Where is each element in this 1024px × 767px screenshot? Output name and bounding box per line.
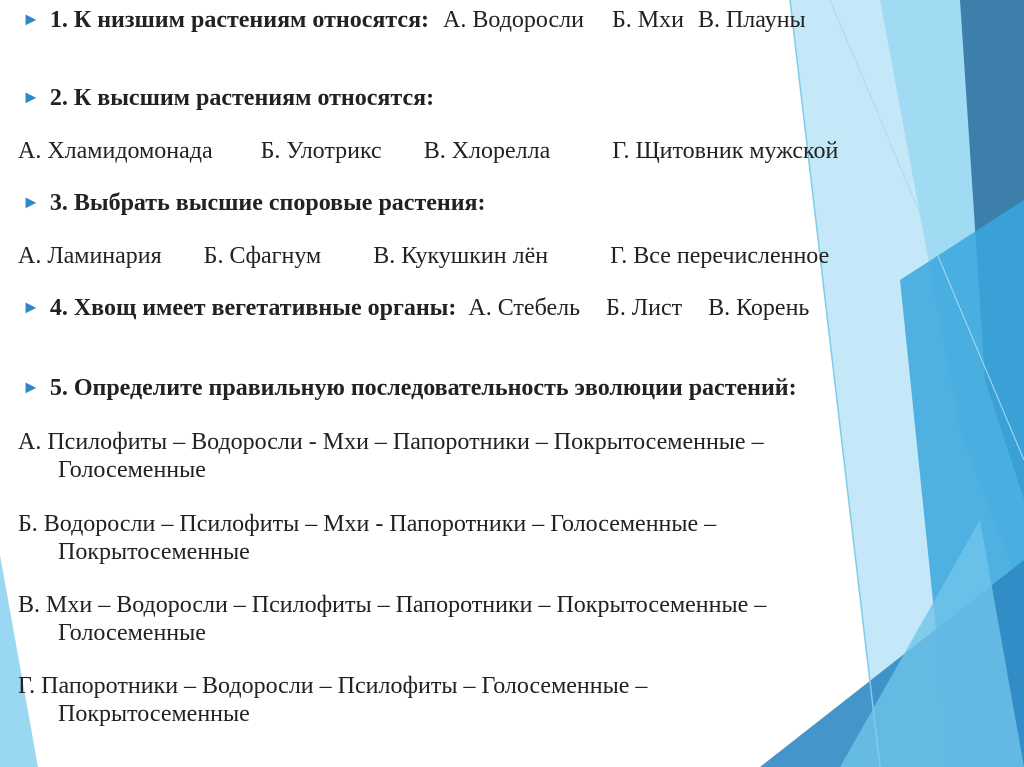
- triangle-bullet-icon: ►: [22, 297, 40, 317]
- q5-option-b-line1: Б. Водоросли – Псилофиты – Мхи - Папоротники – Голосеменные –: [18, 511, 717, 537]
- q5-option-a: [18, 428, 968, 484]
- q2-option-b: Б. Улотрикс: [260, 138, 382, 164]
- q5-option-d: [18, 672, 968, 728]
- q4-option-a: А. Стебель: [468, 295, 581, 321]
- q5-option-c-line2: Голосеменные: [58, 620, 206, 646]
- question-3: [22, 189, 486, 218]
- q4-option-c: В. Корень: [708, 295, 810, 321]
- q5-option-a-line2: Голосеменные: [58, 457, 206, 483]
- q2-option-a: А. Хламидомонада: [18, 138, 213, 164]
- q3-option-d: Г. Все перечисленное: [610, 243, 830, 269]
- q1-option-b: Б. Мхи: [611, 7, 684, 33]
- question-2: [22, 84, 434, 113]
- q3-option-a: А. Ламинария: [18, 243, 162, 269]
- question-5-text: 5. Определите правильную последовательность эволюции растений:: [49, 375, 797, 401]
- q5-option-d-line2: Покрытосеменные: [58, 701, 250, 727]
- question-2-options: [18, 137, 838, 165]
- question-4: [22, 294, 809, 323]
- question-1-text: 1. К низшим растениям относятся:: [49, 7, 430, 33]
- triangle-bullet-icon: ►: [22, 87, 40, 107]
- triangle-bullet-icon: ►: [22, 192, 40, 212]
- question-3-text: 3. Выбрать высшие споровые растения:: [49, 190, 486, 216]
- q3-option-c: В. Кукушкин лён: [373, 243, 549, 269]
- q5-option-b-line2: Покрытосеменные: [58, 539, 250, 565]
- q5-option-d-line1: Г. Папоротники – Водоросли – Псилофиты – Голосеменные –: [18, 673, 648, 699]
- q1-option-c: В. Плауны: [697, 7, 806, 33]
- question-5: [22, 374, 797, 403]
- triangle-bullet-icon: ►: [22, 377, 40, 397]
- q1-option-a: А. Водоросли: [443, 7, 584, 33]
- q4-option-b: Б. Лист: [606, 295, 683, 321]
- triangle-bullet-icon: ►: [22, 9, 40, 29]
- question-4-text: 4. Хвощ имеет вегетативные органы:: [49, 295, 457, 321]
- q2-option-d: Г. Щитовник мужской: [612, 138, 839, 164]
- q5-option-a-line1: А. Псилофиты – Водоросли - Мхи – Папоротники – Покрытосеменные –: [18, 429, 764, 455]
- q5-option-b: [18, 510, 968, 566]
- question-2-text: 2. К высшим растениям относятся:: [49, 85, 435, 111]
- q5-option-c-line1: В. Мхи – Водоросли – Псилофиты – Папоротники – Покрытосеменные –: [18, 592, 767, 618]
- question-3-options: [18, 242, 829, 270]
- q2-option-c: В. Хлорелла: [423, 138, 551, 164]
- q3-option-b: Б. Сфагнум: [203, 243, 322, 269]
- question-1: [22, 6, 806, 35]
- q5-option-c: [18, 591, 968, 647]
